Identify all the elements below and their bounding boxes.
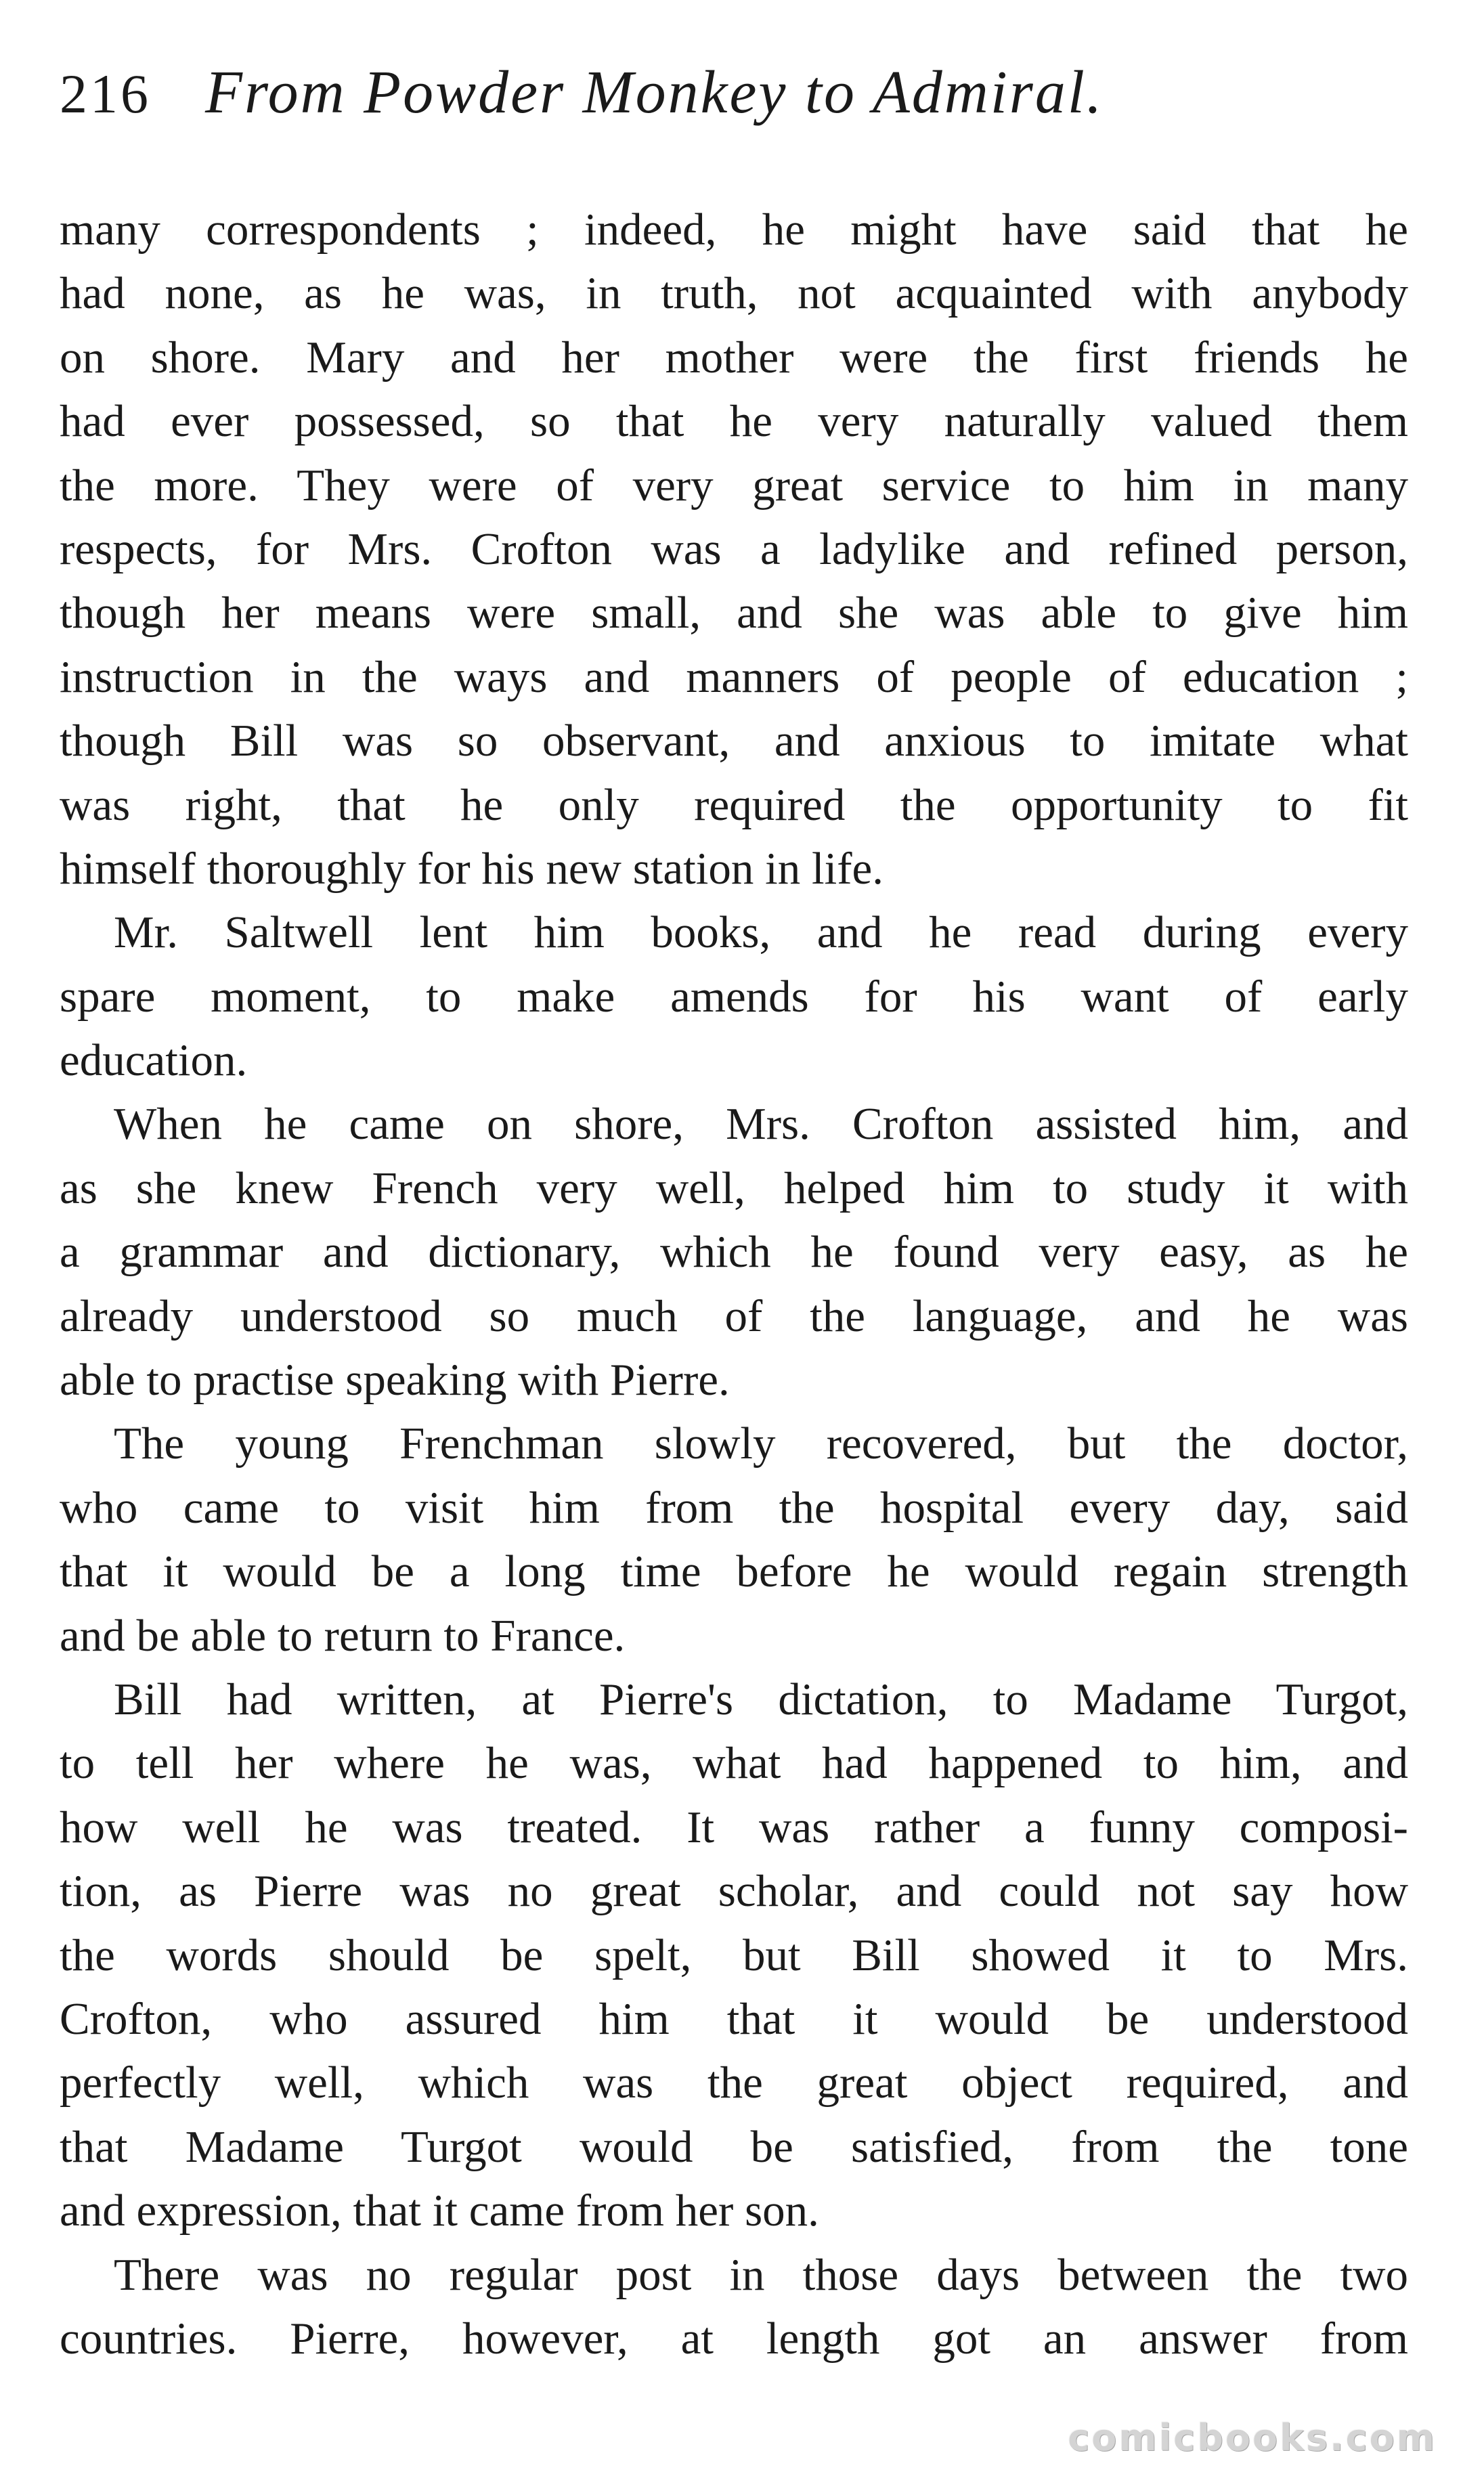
body-text [60, 198, 1408, 2370]
text-line: though her means were small, and she was able to give him [60, 588, 1408, 638]
text-line: Bill had written, at Pierre's dictation, to Madame Turgot, [114, 1674, 1408, 1724]
text-line: how well he was treated. It was rather a funny composi- [60, 1802, 1408, 1852]
text-line: Mr. Saltwell lent him books, and he read during every [114, 907, 1408, 958]
text-line: that Madame Turgot would be satisfied, from the tone [60, 2121, 1408, 2172]
text-line: a grammar and dictionary, which he found very easy, as he [60, 1227, 1408, 1278]
text-line: able to practise speaking with Pierre. [60, 1355, 730, 1406]
text-line: When he came on shore, Mrs. Crofton assisted him, and [114, 1099, 1408, 1150]
text-line: himself thoroughly for his new station in life. [60, 843, 883, 894]
text-line: on shore. Mary and her mother were the first friends he [60, 332, 1408, 383]
text-line: spare moment, to make amends for his want of early [60, 971, 1408, 1022]
text-line: had none, as he was, in truth, not acquainted with anybody [60, 268, 1408, 319]
text-line: and expression, that it came from her son. [60, 2186, 819, 2236]
text-line: as she knew French very well, helped him to study it with [60, 1162, 1408, 1213]
text-line: countries. Pierre, however, at length got an answer from [60, 2313, 1408, 2364]
text-line: that it would be a long time before he would regain strength [60, 1546, 1408, 1597]
page-header [60, 58, 1414, 146]
text-line: and be able to return to France. [60, 1610, 626, 1661]
text-line: who came to visit him from the hospital every day, said [60, 1482, 1408, 1533]
text-line: to tell her where he was, what had happened to him, and [60, 1738, 1408, 1789]
running-title: From Powder Monkey to Admiral. [205, 59, 1104, 126]
text-line: perfectly well, which was the great object required, and [60, 2058, 1408, 2108]
text-line: many correspondents ; indeed, he might have said that he [60, 204, 1408, 255]
page-number: 216 [60, 63, 151, 125]
text-line: instruction in the ways and manners of people of education ; [60, 651, 1408, 702]
text-line: already understood so much of the language, and he was [60, 1290, 1408, 1341]
text-line: Crofton, who assured him that it would be understood [60, 1993, 1408, 2044]
text-line: the words should be spelt, but Bill showed it to Mrs. [60, 1930, 1408, 1980]
text-line: though Bill was so observant, and anxious to imitate what [60, 716, 1408, 766]
text-line: had ever possessed, so that he very naturally valued them [60, 396, 1408, 447]
text-line: respects, for Mrs. Crofton was a ladylike and refined person, [60, 523, 1408, 574]
text-line: the more. They were of very great service to him in many [60, 460, 1408, 510]
text-line: There was no regular post in those days between the two [114, 2249, 1408, 2300]
text-line: education. [60, 1035, 248, 1086]
text-line: was right, that he only required the opportunity to fit [60, 779, 1408, 830]
text-line: The young Frenchman slowly recovered, but the doctor, [114, 1418, 1408, 1469]
watermark: comicbooks.com [1068, 2416, 1437, 2459]
text-line: tion, as Pierre was no great scholar, and could not say how [60, 1866, 1408, 1917]
